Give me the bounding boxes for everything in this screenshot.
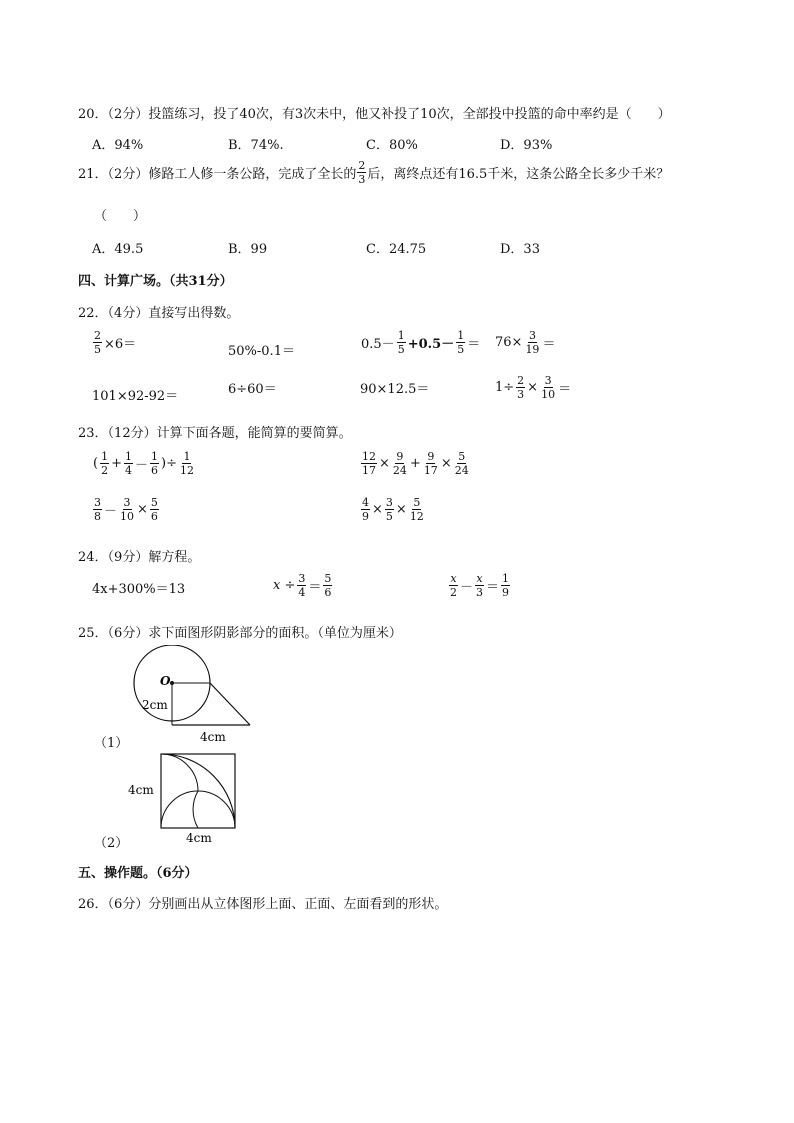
q22-expr-8: 1÷ $\frac{2}{3}$ × $\frac{3}{10}$ ＝	[495, 374, 572, 401]
q22-expr-2: 50%-0.1＝	[228, 344, 295, 359]
q22-expr-1: $\frac{2}{5}$ ×6＝	[94, 329, 137, 356]
q22-expr-6: 6÷60＝	[228, 382, 277, 397]
question-25: 25．（6分）求下面图形阴影部分的面积。（单位为厘米）	[78, 626, 402, 641]
q21-option-d: D．33	[500, 242, 540, 257]
q25-fig2-base-label: 4cm	[186, 831, 212, 845]
q22-expr-3: 0.5－ $\frac{1}{5}$ +0.5－ $\frac{1}{5}$ ＝	[361, 329, 481, 356]
question-23: 23．（12分）计算下面各题，能简算的要简算。	[78, 426, 352, 441]
question-22: 22．（4分）直接写出得数。	[78, 306, 240, 321]
q20-option-b: B．74%.	[228, 138, 284, 153]
q20-option-c: C．80%	[366, 138, 418, 153]
question-26: 26．（6分）分别画出从立体图形上面、正面、左面看到的形状。	[78, 897, 448, 912]
q20-option-d: D．93%	[500, 138, 553, 153]
q22-expr-5: 101×92-92＝	[92, 389, 179, 404]
q22-expr-7: 90×12.5＝	[360, 382, 430, 397]
q25-figure-2-label: （2）	[94, 836, 129, 851]
question-20: 20．（2分）投篮练习，投了40次，有3次未中，他又补投了10次，全部投中投篮的命中率约是（ ）	[78, 107, 671, 122]
q21-answer-paren: （ ）	[94, 209, 147, 224]
q21-option-c: C．24.75	[366, 242, 427, 257]
q25-fig2-side-label: 4cm	[128, 783, 154, 797]
q21-option-b: B．99	[228, 242, 268, 257]
q25-fig1-base-label: 4cm	[200, 730, 226, 744]
q21-fraction: $\frac{2}{3}$	[358, 159, 366, 186]
q23-expr-c: $\frac{3}{8}$ － $\frac{3}{10}$ × $\frac{5}{6}$	[94, 496, 158, 523]
question-21	[78, 160, 669, 185]
q25-figure-1-label: （1）	[94, 736, 129, 751]
q24-equation-1: 4x+300%＝13	[92, 582, 186, 597]
q21-text-after: 后，离终点还有16.5千米，这条公路全长多少千米？	[367, 167, 670, 182]
q21-text-before: 21．（2分）修路工人修一条公路，完成了全长的	[78, 167, 357, 182]
q25-figure-1	[120, 645, 260, 745]
q25-figure-2	[128, 750, 248, 846]
section-5-heading: 五、操作题。（6分）	[78, 866, 198, 881]
q23-expr-d: $\frac{4}{9}$ × $\frac{3}{5}$ × $\frac{5}{12}$	[362, 496, 424, 523]
q24-equation-2: x ÷ $\frac{3}{4}$ ＝ $\frac{5}{6}$	[273, 572, 332, 599]
q22-expr-4: 76× $\frac{3}{19}$ ＝	[495, 329, 556, 356]
section-4-heading: 四、计算广场。（共31分）	[78, 274, 233, 289]
q21-option-a: A．49.5	[92, 242, 144, 257]
q24-equation-3: $\frac{x}{2}$ － $\frac{x}{3}$ ＝ $\frac{1}{9}$	[450, 572, 510, 599]
q23-expr-a: ( $\frac{1}{2}$ + $\frac{1}{4}$ － $\frac{1}{6}$ )÷ $\frac{1}{12}$	[93, 450, 194, 477]
q25-fig1-center-label: O	[160, 674, 171, 688]
q23-expr-b: $\frac{12}{17}$ × $\frac{9}{24}$ + $\frac{9}{17}$ × $\frac{5}{24}$	[362, 450, 469, 477]
question-24: 24．（9分）解方程。	[78, 550, 201, 565]
q20-option-a: A．94%	[92, 138, 144, 153]
q25-fig1-radius-label: 2cm	[142, 698, 168, 712]
